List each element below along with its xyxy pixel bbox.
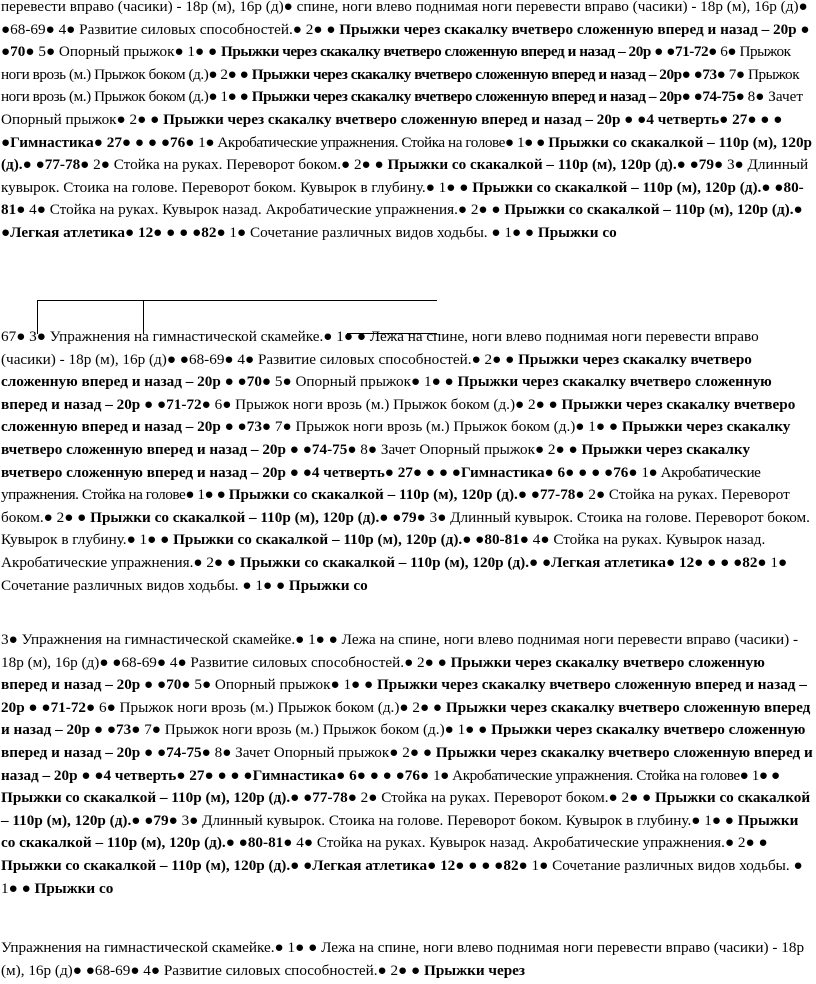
bold-text-run: Прыжки через скакалку вчетверо сложенную вперед и назад – 20р ● ●71-72● (1, 676, 807, 716)
text-run: 7● Прыжок ноги врозь (м.) Прыжок боком (д.)● 1● ● (274, 418, 622, 436)
bold-text-run: Прыжки со скакалкой – 110р (м), 120р (д).● ●Легкая атлетика● 12● ● ● ●82● (1, 201, 803, 241)
bold-text-run: Прыжки через скакалку вчетверо сложенную вперед и назад – 20р ● ●4 четверть● 27● ● ● ●Гимнастика● 6● ● ● ●76● (1, 440, 751, 481)
text-run: 3● Длинный кувырок. Стоика на голове. Переворот боком. Кувырок в глубину.● 1● ● (1, 508, 810, 549)
text-run: 3● Упражнения на гимнастической скамейке.● 1● ● Лежа на спине, ноги влево поднимая ноги перевести вправо (часики) - 18р (м), 16р (д)● ●68-69● 4● Развитие силовых способностей.● 2● ● (1, 631, 799, 671)
bold-text-run: Прыжки со скакалкой – 110р (м), 120р (д).● ●Легкая атлетика● 12● ● ● ●82● (1, 856, 532, 874)
bold-text-run: Прыжки через (424, 961, 526, 979)
text-block-1 (1, 0, 813, 245)
bold-text-run: Прыжки со скакалкой – 110р (м), 120р (д).● ●77-78● (228, 486, 589, 504)
text-run: 8● Зачет Опорный прыжок● 2● ● (360, 440, 582, 458)
bold-text-run: Прыжки со скакалкой – 110р (м), 120р (д).● ●77-78● (1, 133, 812, 174)
text-run: 1● Сочетание различных видов ходьбы. ● 1● ● (229, 223, 538, 241)
bold-text-run: Прыжки со скакалкой – 110р (м), 120р (д).● ●79● (90, 508, 430, 526)
text-run: 1● Акробатические упражнения. Стойка на голове● 1● ● (198, 133, 549, 151)
text-run: 4● Стойка на руках. Кувырок назад. Акробатические упражнения.● 2● ● (29, 201, 505, 219)
bold-text-run: Прыжки со скакалкой – 110р (м), 120р (д).● ●80-81● (1, 178, 804, 219)
text-run: 7● Прыжок ноги врозь (м.) Прыжок боком (д.)● 1● ● (144, 721, 492, 739)
bold-text-run: Прыжки через скакалку вчетверо сложенную вперед и назад – 20р● ●74-75● (251, 88, 748, 106)
bold-text-run: Прыжки через скакалку вчетверо сложенную вперед и назад – 20р ● ●71-72● (1, 373, 772, 413)
bold-text-run: Прыжки через скакалку вчетверо сложенную вперед и назад – 20р● ●73● (251, 65, 729, 83)
bold-text-run: Прыжки со (537, 223, 617, 241)
text-run: перевести вправо (часики) - 18р (м), 16р (д)● (1, 0, 297, 15)
text-run: спине, ноги влево поднимая ноги перевести вправо (часики) - 18р (м), 16р (д)● ●68-69● 4● Развитие силовых способностей.● 2● ● (1, 0, 808, 38)
text-run: 7● Прыжок ноги врозь (м.) Прыжок боком (д.)● 1● ● (1, 65, 800, 106)
text-run: 2● Стойка на руках. Переворот боком.● 2● ● (1, 486, 790, 526)
text-run: 6● Прыжок ноги врозь (м.) Прыжок боком (д.)● 2● ● (214, 395, 562, 413)
text-run: 6● Прыжок ноги врозь (м.) Прыжок боком (д.)● 2● ● (1, 43, 791, 83)
bold-text-run: Прыжки со скакалкой – 110р (м), 120р (д).● ●80-81● (173, 531, 533, 549)
text-run: 1● Сочетание различных видов ходьбы. ● 1● ● (1, 553, 788, 594)
bold-text-run: Прыжки через скакалку вчетверо сложенную вперед и назад – 20р ● ●70● (1, 350, 752, 391)
bold-text-run: Прыжки со (34, 879, 114, 897)
bold-text-run: Прыжки через скакалку вчетверо сложенную вперед и назад – 20р ● ●4 четверть● 27● ● ● ●Гимнастика● 27● ● ● ●76● (1, 110, 783, 151)
bold-text-run: Прыжки через скакалку вчетверо сложенную вперед и назад – 20р ● ●70● (1, 20, 810, 61)
bold-text-run: Прыжки через скакалку вчетверо сложенную вперед и назад – 20р ● ●4 четверть● 27● ● ● ●Гимнастика● 6● ● ● ●76● (1, 743, 813, 784)
table-top-border (37, 300, 437, 301)
text-run: 5● Опорный прыжок● 1● ● (194, 676, 377, 694)
bold-text-run: Прыжки со (288, 576, 368, 594)
text-run: 6● Прыжок ноги врозь (м.) Прыжок боком (д.)● 2● ● (98, 698, 446, 716)
text-run: 8● Зачет Опорный прыжок● 2● ● (1, 88, 803, 128)
text-run: 3● Длинный кувырок. Стоика на голове. Переворот боком. Кувырок в глубину.● 1● ● (181, 811, 738, 829)
bold-text-run: Прыжки через скакалку вчетверо сложенную вперед и назад – 20р ● ●74-75● (1, 721, 806, 761)
text-run: 2● Стойка на руках. Переворот боком.● 2● ● (360, 789, 656, 807)
bold-text-run: Прыжки через скакалку вчетверо сложенную вперед и назад – 20р ● ●70● (1, 653, 765, 694)
bold-text-run: Прыжки со скакалкой – 110р (м), 120р (д).● ●79● (387, 156, 727, 174)
text-run: 3● Длинный кувырок. Стоика на голове. Переворот боком. Кувырок в глубину.● 1● ● (1, 156, 809, 196)
text-run: 8● Зачет Опорный прыжок● 2● ● (214, 743, 436, 761)
text-block-2 (1, 326, 813, 597)
bold-text-run: Прыжки со скакалкой – 110р (м), 120р (д).● ●Легкая атлетика● 12● ● ● ●82● (239, 553, 771, 571)
text-block-3 (1, 629, 813, 900)
text-run: 5● Опорный прыжок● 1● ● (274, 373, 458, 391)
bold-text-run: Прыжки со скакалкой – 110р (м), 120р (д).● ●77-78● (1, 789, 361, 807)
text-run: 1● Акробатические упражнения. Стойка на голове● 1● ● (432, 766, 780, 784)
bold-text-run: Прыжки со скакалкой – 110р (м), 120р (д).● ●80-81● (1, 811, 799, 852)
text-run: 67● 3● Упражнения на гимнастической скамейке.● 1● ● Лежа на спине, ноги влево поднимая ноги перевести вправо (часики) - 18р (м), 16р (д)● ●68-69● 4● Развитие силовых способностей.● 2● ● (1, 328, 759, 368)
bold-text-run: Прыжки через скакалку вчетверо сложенную вперед и назад – 20р ● ●71-72● (220, 43, 721, 61)
text-run: 4● Стойка на руках. Кувырок назад. Акробатические упражнения.● 2● ● (296, 834, 768, 852)
bold-text-run: Прыжки со скакалкой – 110р (м), 120р (д).● ●79● (1, 789, 811, 829)
bold-text-run: Прыжки через скакалку вчетверо сложенную вперед и назад – 20р ● ●74-75● (1, 418, 791, 458)
text-run: Упражнения на гимнастической скамейке.● 1● ● Лежа на спине, ноги влево поднимая ноги перевести вправо (часики) - 18р (м), 16р (д)● ●68-69● 4● Развитие силовых способностей.● 2● ● (1, 939, 805, 979)
text-run: 5● Опорный прыжок● 1● ● (38, 43, 221, 61)
text-run: 4● Стойка на руках. Кувырок назад. Акробатические упражнения.● 2● ● (1, 531, 766, 571)
text-run: 1● Акробатические упражнения. Стойка на голове● 1● ● (1, 463, 761, 504)
bold-text-run: Прыжки через скакалку вчетверо сложенную вперед и назад – 20р ● ●73● (1, 395, 796, 436)
text-block-4 (1, 937, 813, 982)
bold-text-run: Прыжки через скакалку вчетверо сложенную вперед и назад – 20р ● ●73● (1, 698, 811, 739)
text-run: 1● Сочетание различных видов ходьбы. ● 1● ● (1, 856, 803, 897)
text-run: 2● Стойка на руках. Переворот боком.● 2● ● (93, 156, 388, 174)
